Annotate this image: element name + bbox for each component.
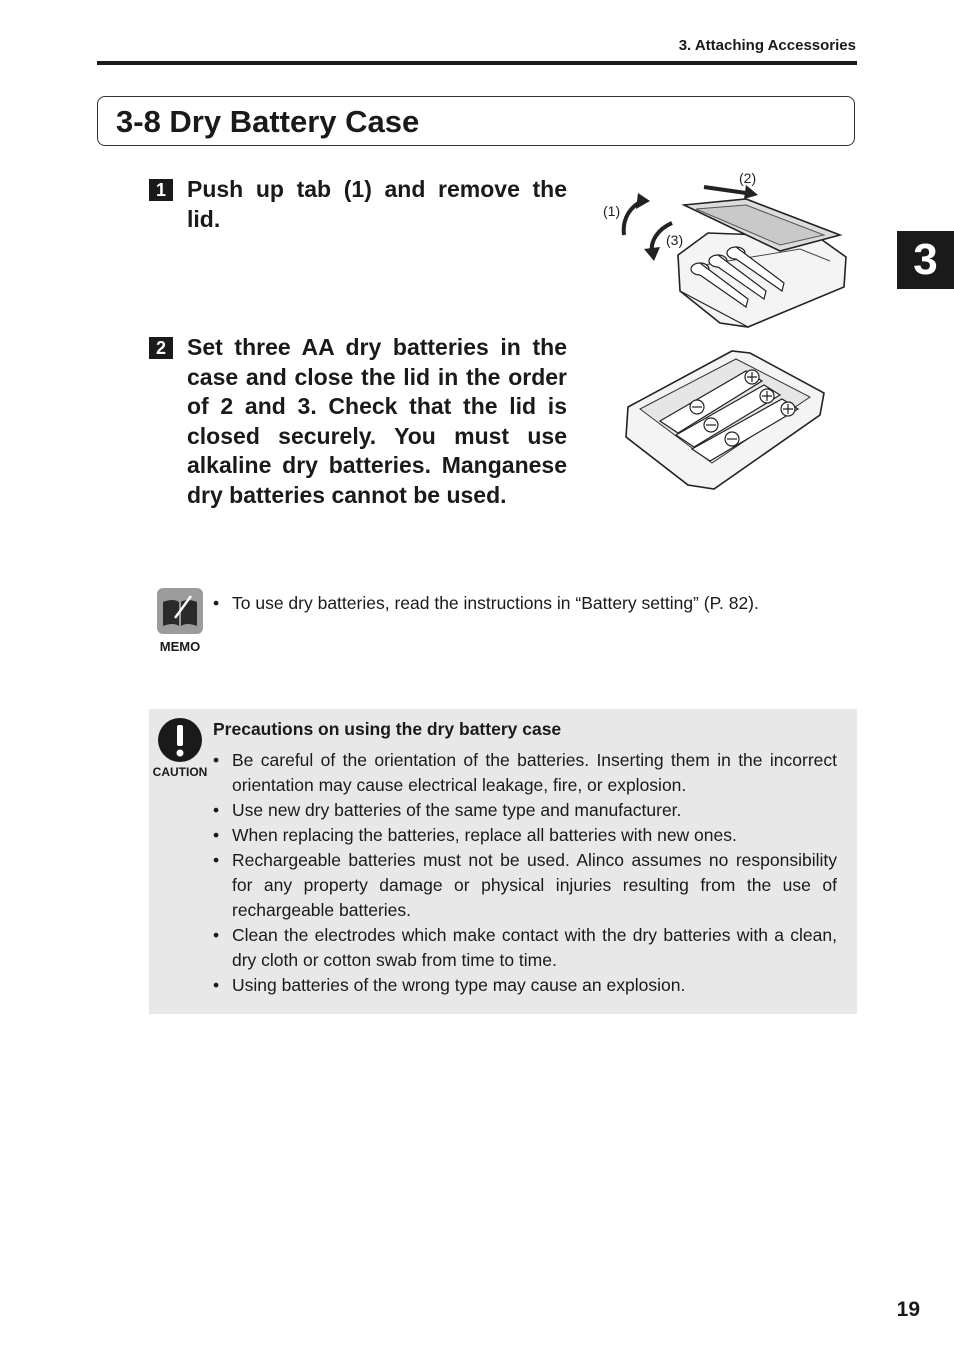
caution-list bbox=[213, 748, 837, 998]
memo-label: MEMO bbox=[159, 639, 201, 654]
figure-battery-orientation bbox=[620, 345, 830, 495]
header-rule bbox=[97, 61, 857, 65]
caution-item: • Rechargeable batteries must not be used. Alinco assumes no responsibility for any property damage or physical injuries resulting from the use of rechargeable batteries. bbox=[213, 848, 837, 923]
battery-polarity-illustration bbox=[620, 345, 830, 495]
running-header: 3. Attaching Accessories bbox=[678, 37, 856, 54]
step-1-number: 1 bbox=[149, 179, 173, 201]
label-2: (2) bbox=[739, 170, 757, 186]
chapter-tab: 3 bbox=[897, 231, 954, 289]
caution-item: • Using batteries of the wrong type may cause an explosion. bbox=[213, 973, 837, 998]
page-number: 19 bbox=[896, 1298, 920, 1321]
memo-icon bbox=[157, 588, 203, 634]
figure-lid-removal bbox=[600, 165, 860, 335]
exclamation-icon bbox=[157, 717, 203, 763]
section-title-box bbox=[97, 96, 855, 146]
battery-case-open-illustration bbox=[600, 165, 860, 335]
caution-label: CAUTION bbox=[152, 765, 208, 779]
label-1: (1) bbox=[603, 203, 621, 219]
caution-item: • When replacing the batteries, replace all batteries with new ones. bbox=[213, 823, 837, 848]
step-2-text: Set three AA dry batteries in the case and close the lid in the order of 2 and 3. Check that the lid is closed securely. You must use alkaline dry batteries. Manganese dry batteries cannot be used. bbox=[187, 334, 567, 508]
caution-item: • Use new dry batteries of the same type and manufacturer. bbox=[213, 798, 837, 823]
step-1-text: Push up tab (1) and remove the lid. bbox=[187, 176, 567, 232]
step-2-number: 2 bbox=[149, 337, 173, 359]
label-3: (3) bbox=[666, 232, 684, 248]
caution-title: Precautions on using the dry battery case bbox=[213, 719, 562, 739]
caution-item: • Clean the electrodes which make contact with the dry batteries with a clean, dry cloth or cotton swab from time to time. bbox=[213, 923, 837, 973]
memo-item: • To use dry batteries, read the instructions in “Battery setting” (P. 82). bbox=[213, 591, 853, 615]
caution-item: • Be careful of the orientation of the batteries. Inserting them in the incorrect orientation may cause electrical leakage, fire, or explosion. bbox=[213, 748, 837, 798]
memo-list bbox=[213, 591, 853, 615]
section-title: 3-8 Dry Battery Case bbox=[116, 104, 420, 139]
